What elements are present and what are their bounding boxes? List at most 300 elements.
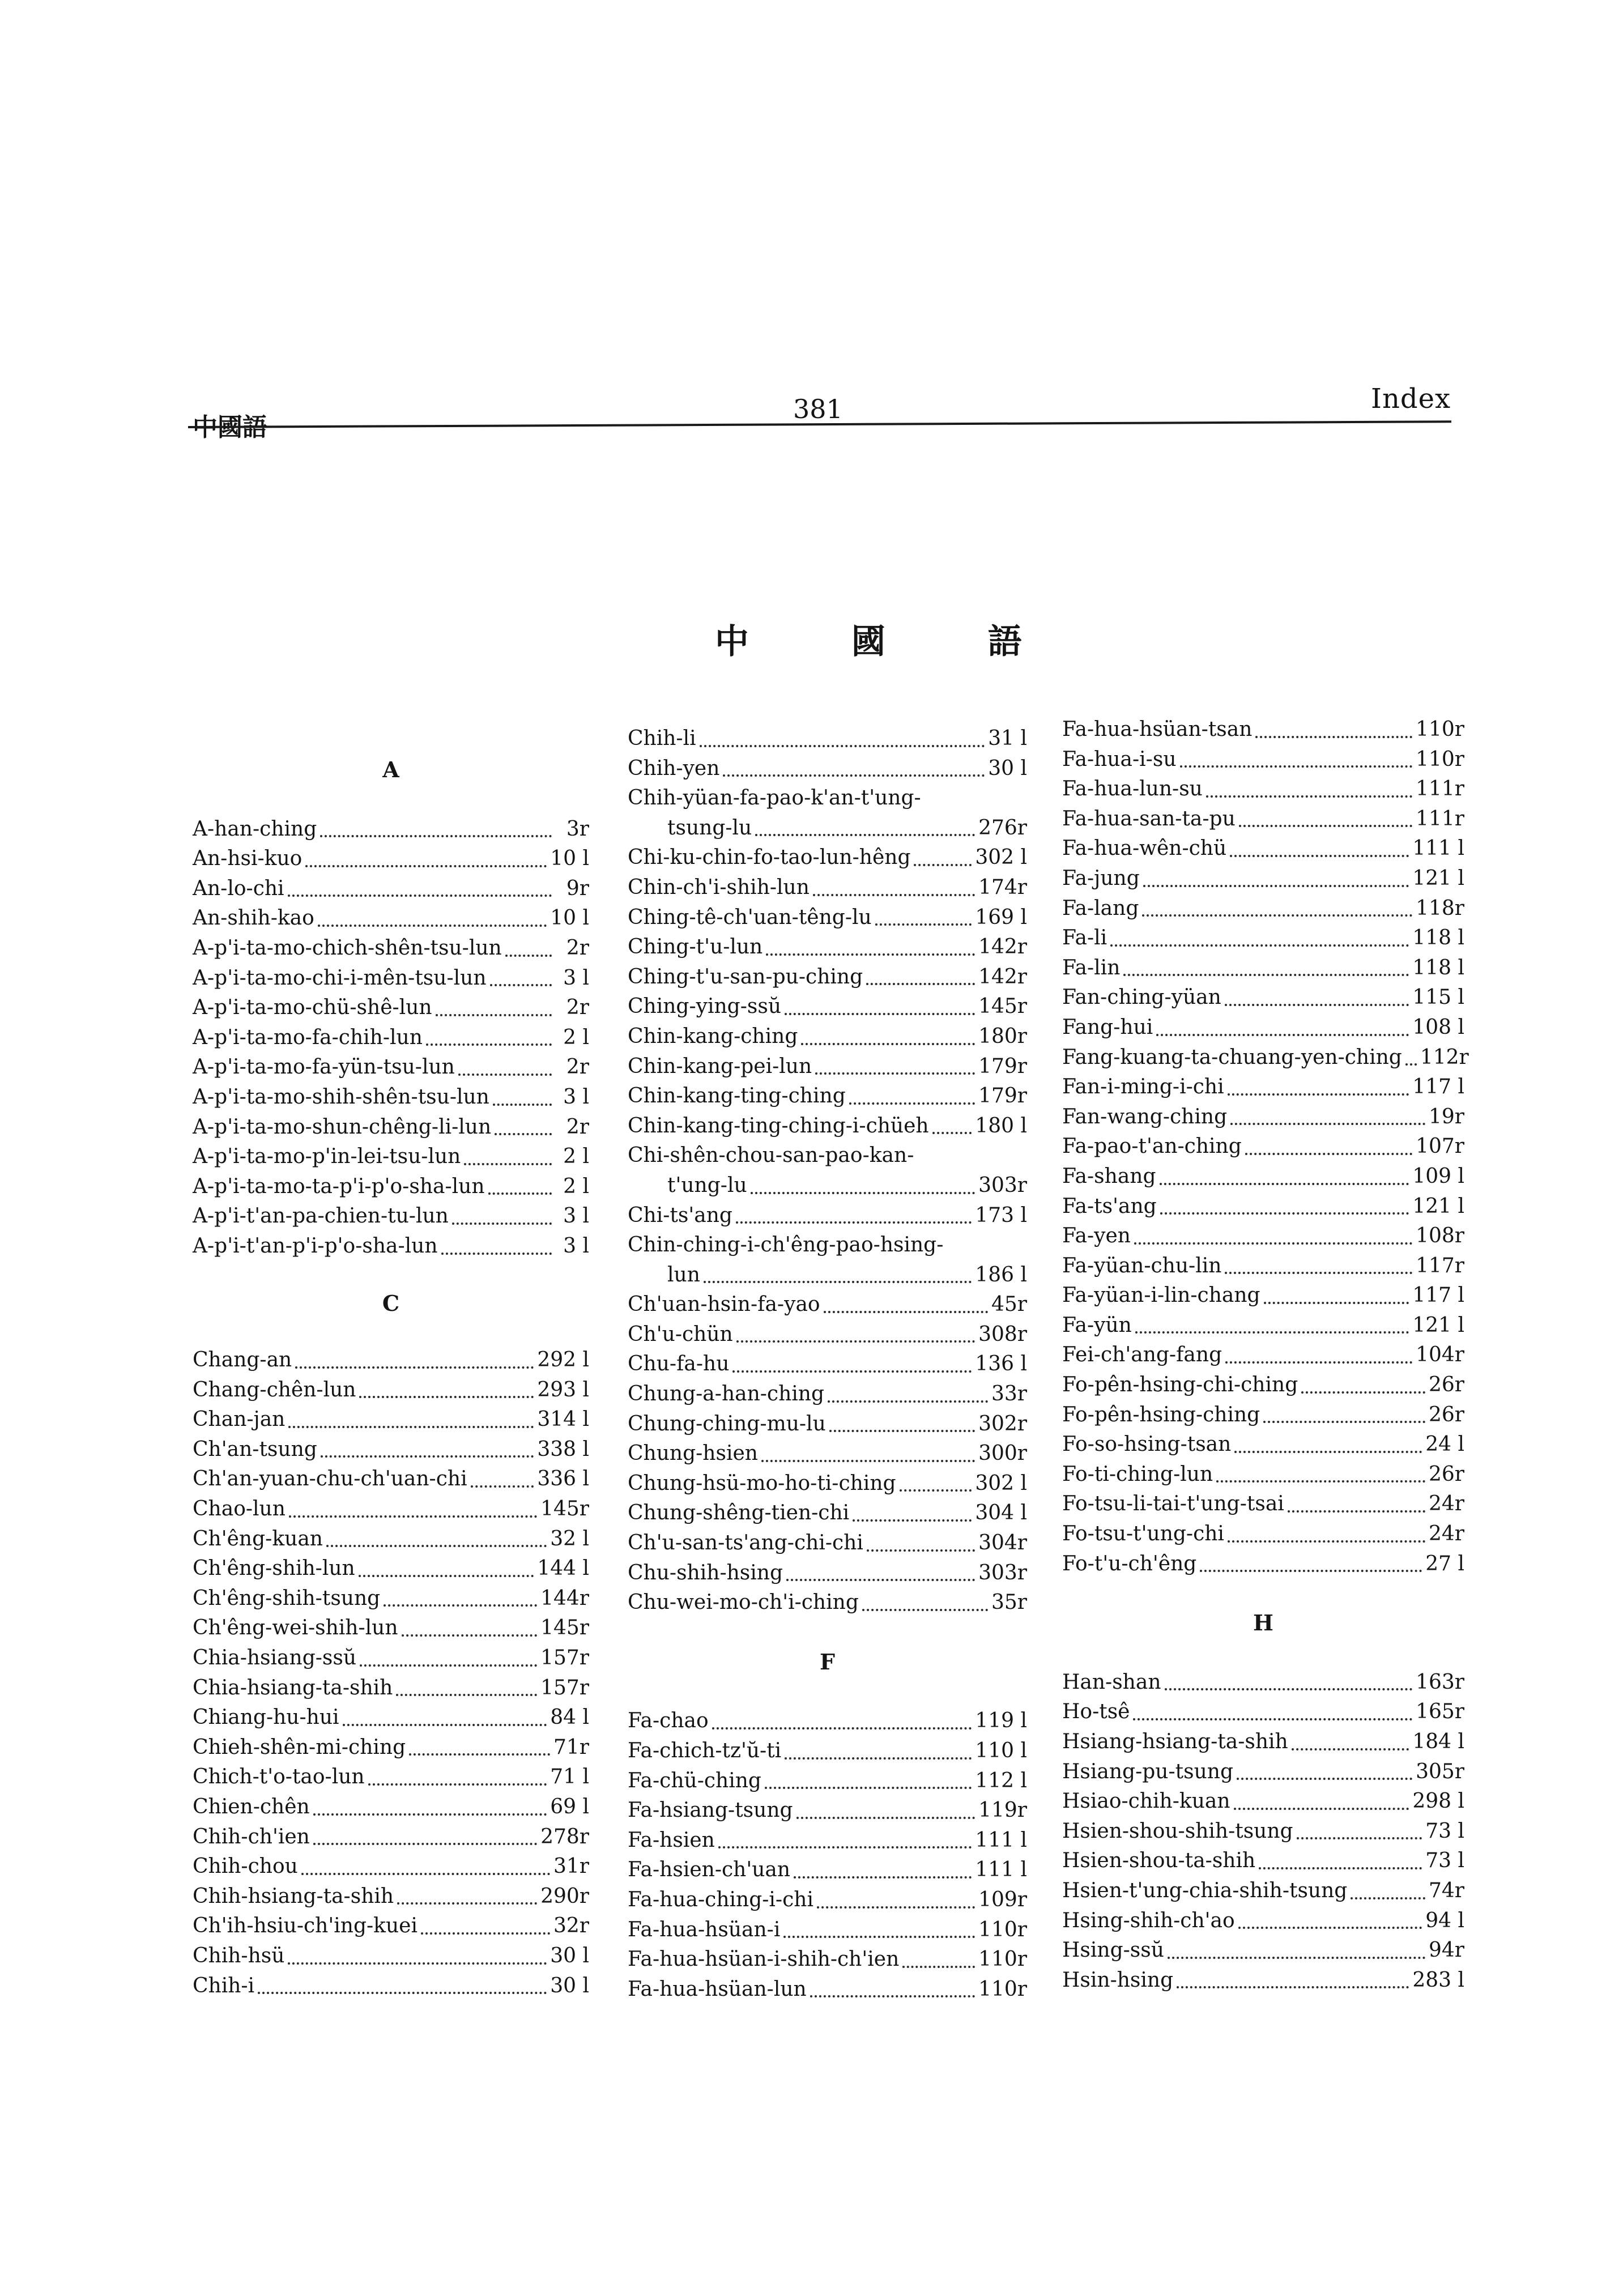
index-entry (193, 1142, 589, 1172)
index-entry (628, 724, 1027, 754)
entry-page: 136 l (975, 1352, 1027, 1376)
entry-term: Fan-wang-ching (1062, 1105, 1228, 1128)
dot-leader (505, 955, 552, 957)
entry-page: 298 l (1412, 1790, 1464, 1813)
entry-page: 117 l (1412, 1075, 1464, 1099)
entry-page: 110r (978, 1948, 1027, 1971)
dot-leader (1168, 1957, 1425, 1959)
entry-page: 84 l (550, 1706, 589, 1730)
index-entry (628, 1022, 1027, 1052)
entry-page: 3 l (563, 1204, 589, 1228)
entry-term: Ching-t'u-san-pu-ching (628, 965, 863, 989)
entry-term: A-p'i-ta-mo-chich-shên-tsu-lun (193, 936, 502, 960)
index-entry (628, 1915, 1027, 1945)
dot-leader (900, 1489, 972, 1492)
index-entry (193, 1882, 589, 1912)
index-entry (1062, 715, 1464, 745)
entry-page: 24 l (1425, 1433, 1464, 1456)
entry-page: 112 l (975, 1769, 1027, 1792)
dot-leader (813, 894, 975, 896)
index-entry (1062, 1489, 1464, 1519)
dot-leader (1245, 1153, 1412, 1155)
entry-term: Fa-lin (1062, 956, 1121, 979)
entry-term: Hsiang-pu-tsung (1062, 1760, 1233, 1783)
entry-page: 118 l (1412, 956, 1464, 979)
entry-term: Chang-an (193, 1348, 292, 1372)
index-entry (1062, 983, 1464, 1013)
entry-term: Ho-tsê (1062, 1700, 1130, 1724)
dot-leader (1263, 1421, 1425, 1423)
dot-leader (1142, 914, 1412, 917)
index-entry-line: Chi-shên-chou-san-pao-kan- (628, 1144, 914, 1168)
entry-page: 117 l (1412, 1284, 1464, 1307)
entry-term: A-p'i-ta-mo-fa-yün-tsu-lun (193, 1055, 455, 1079)
dot-leader (1259, 1867, 1422, 1869)
dot-leader (1225, 1004, 1409, 1006)
index-entry (628, 1320, 1027, 1350)
entry-page: 117r (1416, 1254, 1464, 1277)
index-column-1 (193, 755, 589, 2001)
entry-term: Fa-pao-t'an-ching (1062, 1135, 1242, 1158)
entry-term: Fo-so-hsing-tsan (1062, 1433, 1232, 1456)
dot-leader (396, 1694, 537, 1696)
entry-page: 108 l (1412, 1015, 1464, 1039)
dot-leader (1180, 765, 1413, 768)
index-entry (1062, 1221, 1464, 1251)
entry-page: 111 l (975, 1858, 1027, 1882)
index-entry (1062, 1162, 1464, 1192)
entry-term: Chih-i (193, 1974, 255, 1997)
entry-term: Chih-yen (628, 756, 720, 780)
index-entry (1062, 1043, 1469, 1073)
page-number: 381 (793, 394, 843, 424)
index-entry (1062, 1192, 1464, 1222)
entry-page: 278r (540, 1825, 589, 1848)
entry-term: Fa-yüan-chu-lin (1062, 1254, 1222, 1277)
index-entry (628, 1439, 1027, 1469)
index-entry (1062, 1519, 1464, 1549)
entry-page: 118 l (1412, 926, 1464, 950)
entry-term: Chin-kang-ting-ching-i-chüeh (628, 1114, 929, 1138)
entry-term: Chia-hsiang-ta-shih (193, 1676, 393, 1699)
section-letter-f: F (820, 1648, 835, 1675)
dot-leader (1160, 1183, 1409, 1185)
entry-term: A-p'i-ta-mo-shun-chêng-li-lun (193, 1115, 492, 1139)
dot-leader (1143, 885, 1409, 887)
dot-leader (718, 1846, 972, 1848)
entry-page: 3r (566, 817, 589, 841)
dot-leader (384, 1604, 537, 1607)
index-entry-line: Chin-ching-i-ch'êng-pao-hsing- (628, 1233, 944, 1257)
entry-page: 32 l (550, 1527, 589, 1550)
entry-term: Fo-t'u-ch'êng (1062, 1552, 1197, 1575)
index-entry (193, 1643, 589, 1673)
index-entry (193, 1613, 589, 1643)
index-entry (1062, 1876, 1464, 1906)
entry-page: 111r (1416, 807, 1464, 830)
dot-leader (755, 834, 975, 836)
entry-page: 2r (566, 1115, 589, 1139)
dot-leader (490, 984, 552, 986)
entry-page: 145r (540, 1497, 589, 1521)
dot-leader (320, 835, 552, 837)
dot-leader (853, 1519, 972, 1522)
dot-leader (1225, 1361, 1412, 1364)
entry-term: Chin-kang-ting-ching (628, 1084, 846, 1108)
index-entry (1062, 745, 1464, 775)
entry-term: t'ung-lu (667, 1173, 747, 1197)
entry-page: 302r (978, 1412, 1027, 1435)
entry-page: 303r (978, 1173, 1027, 1197)
entry-page: 144r (540, 1586, 589, 1610)
entry-page: 283 l (1412, 1968, 1464, 1992)
index-entry (193, 1733, 589, 1763)
dot-leader (796, 1817, 975, 1819)
index-entry (628, 1736, 1027, 1766)
dot-leader (326, 1545, 547, 1547)
entry-term: Fa-hsien (628, 1828, 715, 1852)
index-entry (628, 1826, 1027, 1856)
dot-leader (1351, 1897, 1425, 1899)
index-entry (628, 962, 1027, 992)
entry-page: 104r (1416, 1343, 1464, 1367)
index-entry (628, 1290, 1027, 1320)
section-c-entries (193, 1345, 589, 2001)
entry-term: Hsien-shou-shih-tsung (1062, 1819, 1293, 1843)
dot-leader (700, 745, 985, 747)
entry-term: Ch'êng-wei-shih-lun (193, 1616, 398, 1640)
index-entry (193, 1852, 589, 1882)
dot-leader (1160, 1212, 1409, 1215)
dot-leader (1228, 1540, 1425, 1543)
entry-page: 71 l (550, 1765, 589, 1789)
entry-term: Ch'an-yuan-chu-ch'uan-chi (193, 1467, 467, 1491)
dot-leader (421, 1932, 550, 1935)
index-entry (193, 1083, 589, 1113)
entry-page: 111 l (1412, 837, 1464, 861)
entry-page: 163r (1416, 1670, 1464, 1694)
index-entry (1062, 864, 1464, 894)
entry-page: 24r (1428, 1522, 1464, 1546)
entry-page: 94 l (1425, 1909, 1464, 1932)
entry-term: Fo-ti-ching-lun (1062, 1462, 1213, 1486)
entry-term: Ch'an-tsung (193, 1437, 317, 1461)
dot-leader (1165, 1688, 1413, 1690)
dot-leader (736, 1221, 972, 1224)
entry-page: 119 l (975, 1709, 1027, 1733)
entry-term: Han-shan (1062, 1670, 1161, 1694)
dot-leader (288, 1426, 534, 1428)
entry-page: 157r (540, 1676, 589, 1699)
index-entry (628, 932, 1027, 962)
entry-page: 118r (1416, 896, 1464, 920)
entry-page: 184 l (1412, 1730, 1464, 1753)
entry-term: Fa-yüan-i-lin-chang (1062, 1284, 1260, 1307)
dot-leader (875, 923, 972, 926)
index-entry (193, 1941, 589, 1971)
index-entry (193, 1172, 589, 1202)
dot-leader (704, 1281, 972, 1283)
entry-term: Fa-ts'ang (1062, 1194, 1157, 1218)
entry-page: 180r (978, 1024, 1027, 1048)
dot-leader (785, 1013, 975, 1015)
dot-leader (343, 1724, 547, 1726)
entry-page: 74r (1428, 1878, 1464, 1902)
index-entry (193, 1113, 589, 1143)
dot-leader (785, 1757, 972, 1760)
entry-term: Fa-hua-hsüan-lun (628, 1977, 807, 2001)
dot-leader (761, 1460, 975, 1462)
index-entry (628, 1975, 1027, 2005)
entry-term: Chich-t'o-tao-lun (193, 1765, 365, 1789)
entry-term: A-p'i-ta-mo-fa-chih-lun (193, 1025, 423, 1049)
dot-leader (488, 1192, 552, 1195)
entry-term: Fa-hua-hsüan-i (628, 1918, 781, 1941)
index-entry (1062, 1727, 1464, 1757)
entry-page: 302 l (975, 1471, 1027, 1495)
index-entry (628, 1201, 1027, 1231)
entry-term: Chung-a-han-ching (628, 1382, 825, 1406)
index-entry (628, 1409, 1027, 1439)
entry-page: 314 l (537, 1408, 589, 1432)
index-entry (193, 844, 589, 874)
index-entry (1062, 1132, 1464, 1162)
index-entry (1062, 1668, 1464, 1698)
entry-term: Chieh-shên-mi-ching (193, 1735, 406, 1759)
entry-term: Chih-ch'ien (193, 1825, 310, 1848)
dot-leader (1288, 1510, 1425, 1513)
index-entry (1062, 1936, 1464, 1966)
index-entry (1062, 1460, 1464, 1490)
dot-leader (295, 1366, 534, 1369)
entry-page: 2 l (563, 1145, 589, 1169)
entry-term: Fa-hua-hsüan-i-shih-ch'ien (628, 1948, 900, 1971)
index-entry (193, 1202, 589, 1232)
index-entry (628, 1111, 1027, 1141)
entry-term: Chang-chên-lun (193, 1378, 356, 1402)
entry-term: Chu-shih-hsing (628, 1561, 783, 1584)
entry-page: 304r (978, 1531, 1027, 1555)
entry-term: Chiang-hu-hui (193, 1706, 339, 1730)
entry-term: A-han-ching (193, 817, 317, 841)
dot-leader (397, 1902, 537, 1905)
entry-term: Ch'u-san-ts'ang-chi-chi (628, 1531, 863, 1555)
index-entry (1062, 1072, 1464, 1102)
dot-leader (359, 1396, 534, 1398)
entry-term: Ch'ih-hsiu-ch'ing-kuei (193, 1914, 418, 1938)
entry-page: 110r (978, 1918, 1027, 1941)
section-letter-c: C (382, 1290, 400, 1316)
index-entry (193, 1584, 589, 1614)
entry-term: Chin-kang-pei-lun (628, 1054, 812, 1078)
entry-page: 9r (566, 876, 589, 900)
column-2-entries (628, 724, 1027, 1618)
entry-page: 2r (566, 1055, 589, 1079)
entry-term: Fa-chao (628, 1709, 709, 1733)
dot-leader (817, 1906, 975, 1909)
dot-leader (766, 953, 975, 956)
dot-leader (1234, 1451, 1422, 1453)
entry-term: Fa-lang (1062, 896, 1139, 920)
index-entry (193, 1053, 589, 1083)
entry-term: Chu-fa-hu (628, 1352, 730, 1376)
dot-leader (810, 1995, 975, 1997)
entry-page: 302 l (975, 846, 1027, 870)
entry-term: A-p'i-ta-mo-p'in-lei-tsu-lun (193, 1145, 461, 1169)
entry-term: Hsing-ssŭ (1062, 1939, 1164, 1962)
dot-leader (736, 1340, 975, 1343)
entry-term: A-p'i-ta-mo-chü-shê-lun (193, 996, 432, 1020)
index-entry (193, 1673, 589, 1703)
entry-page: 10 l (550, 847, 589, 871)
index-entry (193, 1971, 589, 2001)
index-entry (1062, 834, 1464, 864)
entry-term: Chih-hsiang-ta-shih (193, 1884, 394, 1908)
entry-page: 110r (978, 1977, 1027, 2001)
index-entry-line: Chih-yüan-fa-pao-k'an-t'ung- (628, 786, 921, 810)
index-entry (193, 1494, 589, 1524)
entry-page: 35r (991, 1591, 1027, 1615)
index-entry (1062, 894, 1464, 924)
index-entry (193, 904, 589, 934)
entry-term: Fa-chich-tz'ŭ-ti (628, 1739, 782, 1762)
entry-page: 109 l (1412, 1164, 1464, 1188)
dot-leader (849, 1102, 975, 1105)
entry-page: 111 l (975, 1828, 1027, 1852)
index-entry (1062, 1311, 1464, 1341)
dot-leader (1238, 1927, 1422, 1929)
entry-page: 179r (978, 1084, 1027, 1108)
index-entry (193, 1703, 589, 1733)
entry-term: Fa-yen (1062, 1224, 1131, 1248)
entry-term: lun (667, 1263, 700, 1287)
index-entry (628, 903, 1027, 933)
entry-term: Fa-hua-wên-chü (1062, 837, 1227, 861)
index-entry (628, 1171, 1027, 1201)
entry-term: Fa-hsiang-tsung (628, 1799, 793, 1822)
dot-leader (783, 1936, 975, 1938)
index-entry (628, 992, 1027, 1022)
entry-page: 30 l (550, 1944, 589, 1967)
entry-term: Fa-li (1062, 926, 1107, 950)
column-3-entries (1062, 715, 1469, 1579)
entry-page: 3 l (563, 1085, 589, 1109)
index-entry (193, 815, 589, 845)
entry-term: A-p'i-ta-mo-ta-p'i-p'o-sha-lun (193, 1174, 485, 1198)
index-entry (628, 1885, 1027, 1915)
entry-page: 31 l (988, 727, 1027, 750)
index-entry (193, 1792, 589, 1822)
entry-page: 3 l (563, 966, 589, 990)
entry-page: 180 l (975, 1114, 1027, 1138)
index-entry (193, 993, 589, 1023)
dot-leader (409, 1753, 550, 1756)
dot-leader (289, 1515, 537, 1518)
entry-term: Fan-i-ming-i-chi (1062, 1075, 1224, 1099)
index-entry (628, 873, 1027, 903)
dot-leader (1216, 1480, 1425, 1483)
index-entry (193, 1911, 589, 1941)
dot-leader (1177, 1986, 1409, 1988)
dot-leader (1123, 974, 1409, 976)
index-entry (193, 1524, 589, 1554)
dot-leader (914, 864, 972, 866)
dot-leader (1156, 1034, 1409, 1036)
dot-leader (1206, 795, 1412, 798)
index-entry (193, 1435, 589, 1465)
entry-page: 19r (1428, 1105, 1464, 1128)
index-entry (1062, 1817, 1464, 1847)
entry-term: Ching-tê-ch'uan-têng-lu (628, 905, 872, 929)
entry-term: Chung-hsien (628, 1442, 758, 1466)
index-entry (628, 1349, 1027, 1379)
dot-leader (288, 894, 552, 897)
entry-page: 304 l (975, 1501, 1027, 1525)
dot-leader (436, 1014, 552, 1016)
entry-term: Fei-ch'ang-fang (1062, 1343, 1222, 1367)
header-right-label: Index (1371, 383, 1451, 415)
entry-page: 305r (1416, 1760, 1464, 1783)
dot-leader (301, 1873, 550, 1875)
index-entry (628, 813, 1027, 844)
dot-leader (1292, 1748, 1409, 1750)
entry-page: 145r (978, 995, 1027, 1019)
index-entry (628, 1081, 1027, 1111)
dot-leader (1200, 1570, 1422, 1572)
index-entry (628, 1379, 1027, 1409)
index-entry (193, 1822, 589, 1852)
entry-term: Fa-hua-ching-i-chi (628, 1888, 813, 1911)
entry-page: 108r (1416, 1224, 1464, 1248)
entry-page: 109r (978, 1888, 1027, 1911)
index-entry (1062, 1251, 1464, 1281)
index-entry (1062, 1757, 1464, 1787)
entry-page: 10 l (550, 906, 589, 930)
entry-page: 30 l (988, 756, 1027, 780)
entry-term: Ch'uan-hsin-fa-yao (628, 1293, 820, 1317)
index-entry (1062, 1697, 1464, 1727)
dot-leader (765, 1787, 972, 1789)
index-column-2 (628, 724, 1027, 2004)
entry-term: Ch'êng-kuan (193, 1527, 323, 1550)
dot-leader (441, 1253, 552, 1255)
dot-leader (1230, 855, 1409, 857)
index-entry (1062, 1430, 1464, 1460)
dot-leader (1264, 1302, 1409, 1304)
entry-page: 30 l (550, 1974, 589, 1997)
entry-term: Fang-hui (1062, 1015, 1153, 1039)
entry-page: 119r (978, 1799, 1027, 1822)
dot-leader (452, 1222, 552, 1225)
section-a-entries (193, 815, 589, 1262)
entry-page: 2 l (563, 1025, 589, 1049)
entry-page: 173 l (975, 1203, 1027, 1227)
entry-page: 336 l (537, 1467, 589, 1491)
dot-leader (1228, 1093, 1409, 1096)
dot-leader (932, 1132, 972, 1134)
index-entry (1062, 923, 1464, 953)
entry-page: 179r (978, 1054, 1027, 1078)
entry-term: Chien-chên (193, 1795, 310, 1818)
index-entry (1062, 953, 1464, 983)
entry-term: Chih-hsü (193, 1944, 285, 1967)
entry-term: Chih-li (628, 727, 696, 750)
dot-leader (1230, 1123, 1425, 1125)
dot-leader (1301, 1391, 1425, 1394)
entry-page: 26r (1428, 1403, 1464, 1426)
entry-term: Chin-ch'i-shih-lun (628, 875, 810, 899)
index-entry (1062, 1281, 1464, 1311)
